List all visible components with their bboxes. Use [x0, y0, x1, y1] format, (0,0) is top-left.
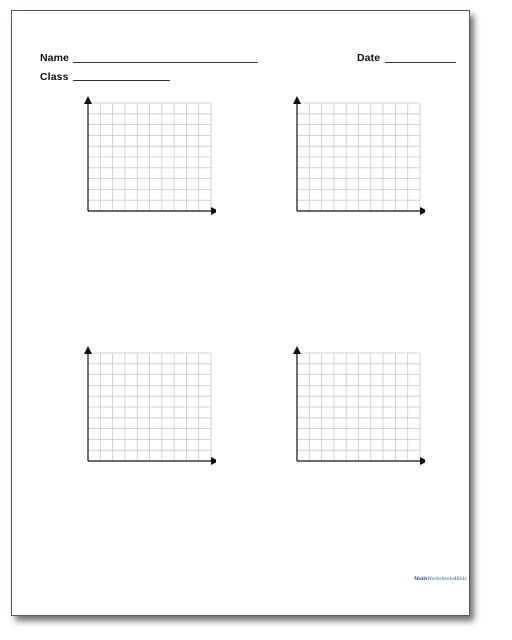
x-axis-arrow-icon — [211, 207, 216, 215]
class-label: Class — [40, 71, 69, 83]
date-field-line[interactable] — [385, 62, 456, 63]
x-axis-arrow-icon — [211, 457, 216, 465]
date-label: Date — [357, 52, 381, 64]
coordinate-grid-2 — [291, 96, 425, 218]
y-axis-arrow-icon — [84, 96, 92, 104]
x-axis-arrow-icon — [420, 207, 425, 215]
y-axis-arrow-icon — [293, 96, 301, 104]
name-label: Name — [40, 52, 69, 64]
y-axis-arrow-icon — [293, 346, 301, 354]
coordinate-grid-1 — [82, 96, 216, 218]
coordinate-grid-4 — [291, 346, 425, 468]
name-field-line[interactable] — [73, 62, 258, 63]
x-axis-arrow-icon — [420, 457, 425, 465]
worksheet-page — [11, 10, 470, 616]
coordinate-grid-3 — [82, 346, 216, 468]
publisher-logo: MathWorksheets4Kids — [414, 577, 467, 582]
y-axis-arrow-icon — [84, 346, 92, 354]
class-field-line[interactable] — [73, 80, 170, 81]
